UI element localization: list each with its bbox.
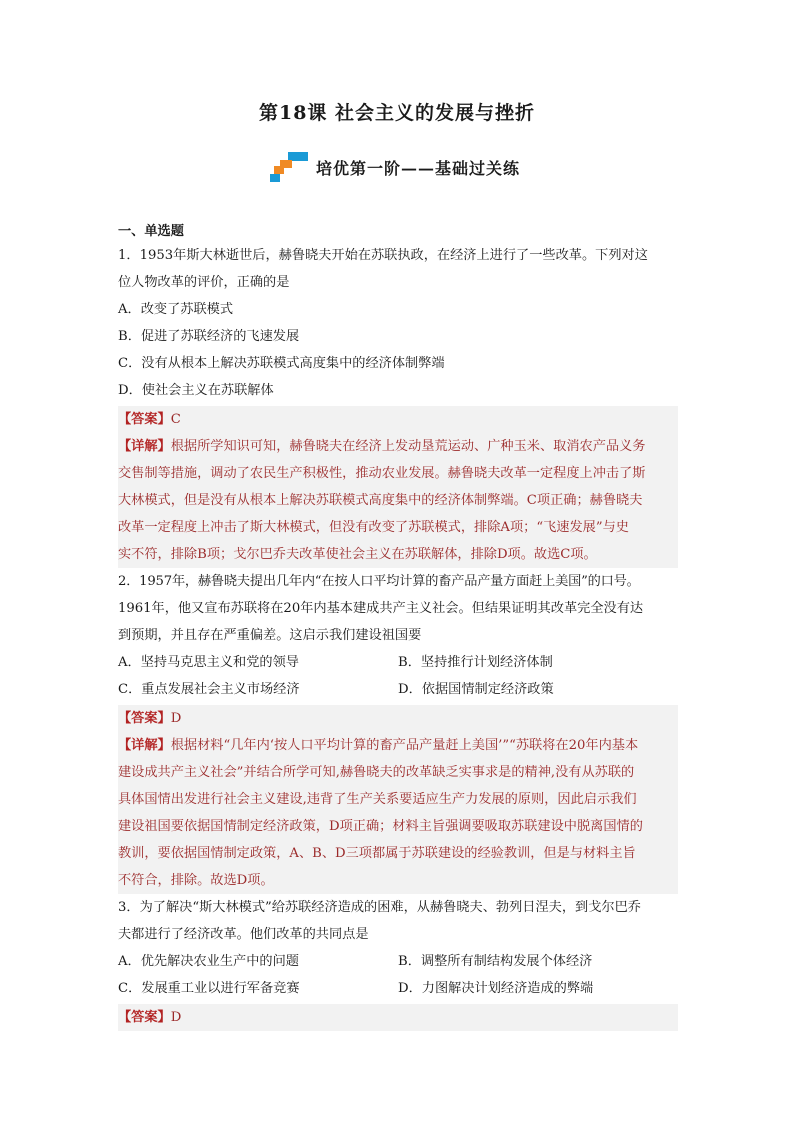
question-2-explanation-line-4: 建设祖国要依据国情制定经济政策，D项正确；材料主旨强调要吸取苏联建设中脱离国情的 xyxy=(118,819,643,834)
question-1-explanation-line-3: 大林模式，但是没有从根本上解决苏联模式高度集中的经济体制弊端。C项正确；赫鲁晓夫 xyxy=(118,493,643,508)
question-1-option-c: C．没有从根本上解决苏联模式高度集中的经济体制弊端 xyxy=(118,356,445,371)
question-2-explanation-line-2: 建设成共产主义社会”并结合所学可知,赫鲁晓夫的改革缺乏实事求是的精神,没有从苏联的 xyxy=(118,765,635,780)
question-2-answer-box xyxy=(118,705,678,894)
question-3-answer xyxy=(118,1004,678,1031)
question-2-stem-line-2: 1961年，他又宣布苏联将在20年内基本建成共产主义社会。但结果证明其改革完全没有达 xyxy=(118,601,644,616)
question-2-options-row-2 xyxy=(118,676,678,703)
question-3-stem-line-1: 3．为了解决“斯大林模式”给苏联经济造成的困难，从赫鲁晓夫、勃列日涅夫，到戈尔巴乔 xyxy=(118,900,641,915)
question-content xyxy=(118,222,678,1031)
question-3-answer-box xyxy=(118,1004,678,1031)
section-heading: 一、单选题 xyxy=(118,224,184,239)
subtitle-row xyxy=(270,150,520,184)
question-1-option-b: B．促进了苏联经济的飞速发展 xyxy=(118,329,300,344)
question-3-options-row-2 xyxy=(118,975,678,1002)
answer-value: C xyxy=(170,412,181,427)
question-2-option-b: B．坚持推行计划经济体制 xyxy=(398,655,553,670)
question-2-explanation-line-5: 教训，要依据国情制定政策，A、B、D三项都属于苏联建设的经验教训，但是与材料主旨 xyxy=(118,846,636,861)
question-3-options-row-1 xyxy=(118,948,678,975)
question-1-option-d: D．使社会主义在苏联解体 xyxy=(118,383,274,398)
answer-tag: 【答案】 xyxy=(118,1010,171,1025)
question-1-option-a: A．改变了苏联模式 xyxy=(118,302,234,317)
answer-value: D xyxy=(170,1010,182,1025)
question-3-option-c: C．发展重工业以进行军备竞赛 xyxy=(118,981,300,996)
answer-tag: 【答案】 xyxy=(118,711,171,726)
question-2-explanation-line-1: 【详解】根据材料“几年内‘按人口平均计算的畜产品产量赶上美国’”“苏联将在20年内基本 xyxy=(118,738,639,753)
answer-tag: 【答案】 xyxy=(118,412,171,427)
explain-tag: 【详解】 xyxy=(118,738,171,753)
question-2-stem-line-1: 2．1957年，赫鲁晓夫提出几年内“在按人口平均计算的畜产品产量方面赶上美国”的口号。 xyxy=(118,574,640,589)
question-2-options-row-1 xyxy=(118,649,678,676)
question-2-option-d: D．依据国情制定经济政策 xyxy=(398,682,554,697)
question-1-stem-line-2: 位人物改革的评价，正确的是 xyxy=(118,275,290,290)
question-2-explanation-line-3: 具体国情出发进行社会主义建设,违背了生产关系要适应生产力发展的原则，因此启示我们 xyxy=(118,792,637,807)
page-title: 第18课 社会主义的发展与挫折 xyxy=(258,102,536,124)
question-1-explanation-line-1: 【详解】根据所学知识可知，赫鲁晓夫在经济上发动垦荒运动、广种玉米、取消农产品义务 xyxy=(118,439,646,454)
answer-value: D xyxy=(170,711,182,726)
question-3-option-b: B．调整所有制结构发展个体经济 xyxy=(398,954,593,969)
question-2-answer xyxy=(118,705,678,732)
question-1-stem-line-1: 1．1953年斯大林逝世后，赫鲁晓夫开始在苏联执政，在经济上进行了一些改革。下列对这 xyxy=(118,248,648,263)
question-2-option-a: A．坚持马克思主义和党的领导 xyxy=(118,655,299,670)
explain-tag: 【详解】 xyxy=(118,439,171,454)
question-1-answer xyxy=(118,406,678,433)
subtitle-text: 培优第一阶——基础过关练 xyxy=(316,158,521,178)
steps-logo-icon xyxy=(270,152,308,182)
question-3-option-a: A．优先解决农业生产中的问题 xyxy=(118,954,299,969)
question-1-answer-box xyxy=(118,406,678,568)
question-2-explanation-line-6: 不符合，排除。故选D项。 xyxy=(118,873,274,888)
question-1-explanation-line-4: 改革一定程度上冲击了斯大林模式，但没有改变了苏联模式，排除A项；“飞速发展”与史 xyxy=(118,520,629,535)
question-1-explanation-line-5: 实不符，排除B项；戈尔巴乔夫改革使社会主义在苏联解体，排除D项。故选C项。 xyxy=(118,547,597,562)
question-2-option-c: C．重点发展社会主义市场经济 xyxy=(118,682,300,697)
question-1-explanation-line-2: 交售制等措施，调动了农民生产积极性，推动农业发展。赫鲁晓夫改革一定程度上冲击了斯 xyxy=(118,466,646,481)
question-3-option-d: D．力图解决计划经济造成的弊端 xyxy=(398,981,594,996)
question-2-stem-line-3: 到预期，并且存在严重偏差。这启示我们建设祖国要 xyxy=(118,628,422,643)
question-3-stem-line-2: 夫都进行了经济改革。他们改革的共同点是 xyxy=(118,927,369,942)
